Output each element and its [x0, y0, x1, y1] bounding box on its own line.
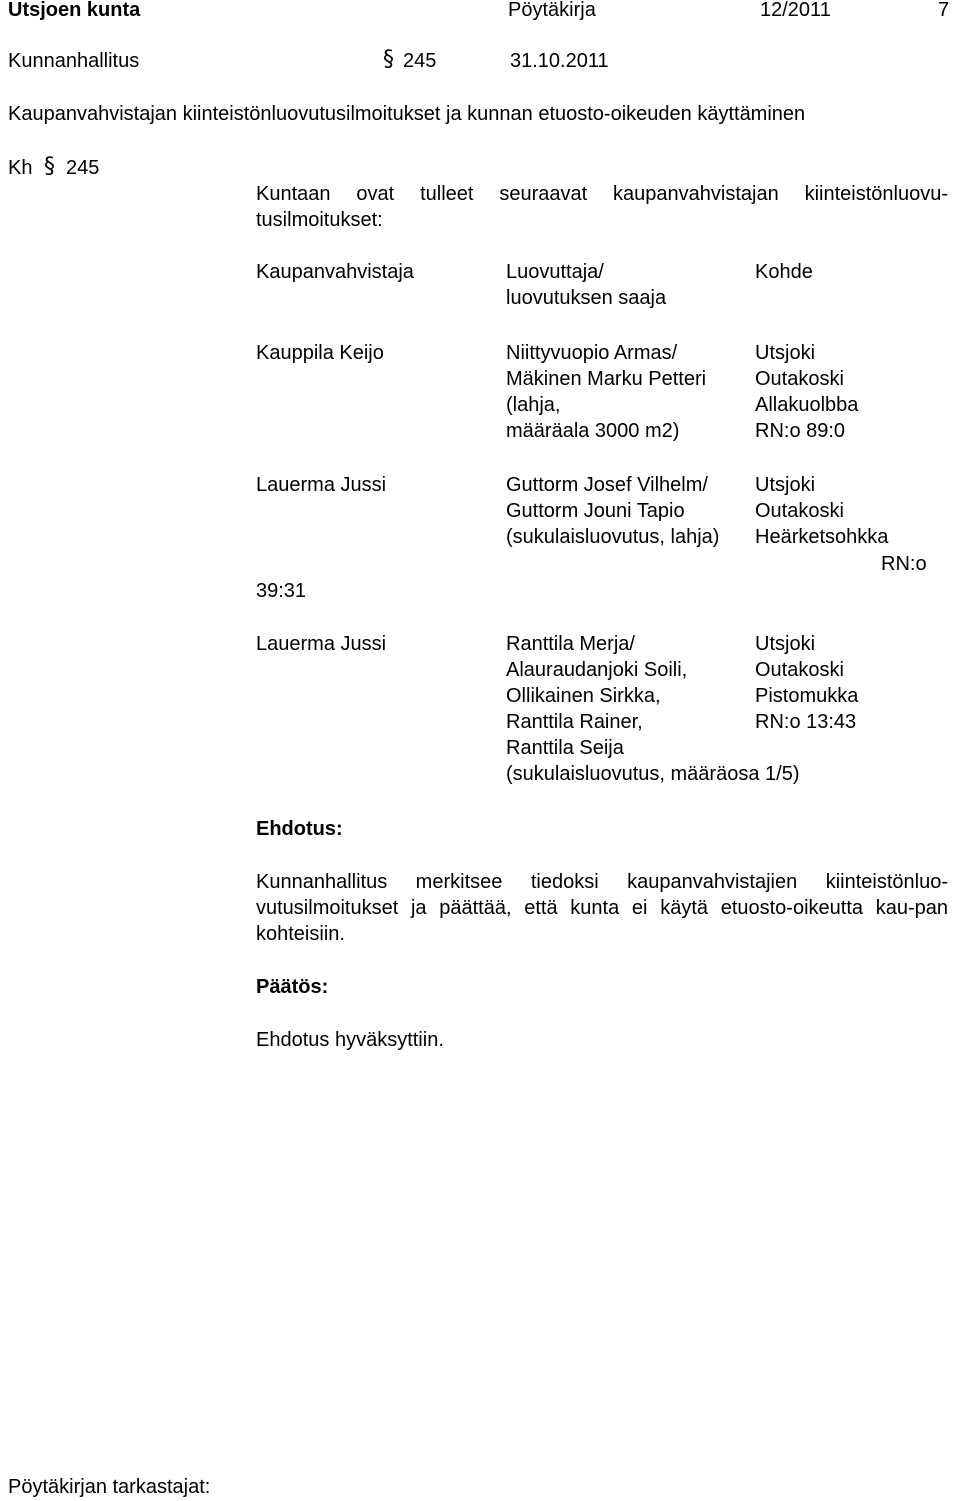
section-number: 245	[66, 157, 100, 179]
table-row-2-kohde: Utsjoki Outakoski Heärketsohkka	[755, 474, 889, 548]
section-prefix: Kh	[8, 157, 33, 179]
municipality-name: Utsjoen kunta	[8, 0, 141, 21]
proposal-text: Kunnanhallitus merkitsee tiedoksi kaupanvahvistajien kiinteistönluo-vutusilmoitukset ja päättää, että kunta ei käytä etuosto-oikeutta kau-pan kohteisiin.	[256, 871, 948, 945]
page-number: 7	[938, 0, 950, 21]
table-row-2-luovuttaja: Guttorm Josef Vilhelm/ Guttorm Jouni Tapio (sukulaisluovutus, lahja)	[506, 474, 720, 548]
section-sign-kh: §	[44, 154, 55, 179]
col-header-kohde: Kohde	[755, 261, 813, 283]
page-title: Kaupanvahvistajan kiinteistönluovutusilmoitukset ja kunnan etuosto-oikeuden käyttäminen	[8, 103, 806, 125]
proposal-heading: Ehdotus:	[256, 818, 343, 840]
table-row-3-luovuttaja: Ranttila Merja/ Alauraudanjoki Soili, Ollikainen Sirkka, Ranttila Rainer, Ranttila Seija (sukulaisluovutus, määräosa 1/5)	[506, 633, 800, 785]
decision-heading: Päätös:	[256, 976, 329, 998]
table-row-2-rn-label: RN:o	[881, 553, 927, 575]
col-header-luovuttaja: Luovuttaja/ luovutuksen saaja	[506, 261, 667, 309]
section-sign: §	[383, 47, 394, 72]
table-row-2-kaupanvahvistaja: Lauerma Jussi	[256, 474, 387, 496]
header-section-number: 245	[403, 50, 437, 72]
governing-body: Kunnanhallitus	[8, 50, 140, 72]
table-row-3-kohde: Utsjoki Outakoski Pistomukka RN:o 13:43	[755, 633, 859, 733]
decision-text: Ehdotus hyväksyttiin.	[256, 1029, 444, 1051]
document-type: Pöytäkirja	[508, 0, 596, 21]
table-row-3-kaupanvahvistaja: Lauerma Jussi	[256, 633, 387, 655]
intro-text: Kuntaan ovat tulleet seuraavat kaupanvahvistajan kiinteistönluovu-tusilmoitukset:	[256, 183, 948, 231]
meeting-date: 31.10.2011	[510, 50, 609, 72]
col-header-kaupanvahvistaja: Kaupanvahvistaja	[256, 261, 414, 283]
table-row-2-rn-number: 39:31	[256, 580, 307, 602]
table-row-1-luovuttaja: Niittyvuopio Armas/ Mäkinen Marku Petteri (lahja, määräala 3000 m2)	[506, 342, 707, 442]
reviewers-label: Pöytäkirjan tarkastajat:	[8, 1476, 211, 1498]
table-row-1-kaupanvahvistaja: Kauppila Keijo	[256, 342, 384, 364]
table-row-1-kohde: Utsjoki Outakoski Allakuolbba RN:o 89:0	[755, 342, 859, 442]
document-number: 12/2011	[760, 0, 831, 21]
